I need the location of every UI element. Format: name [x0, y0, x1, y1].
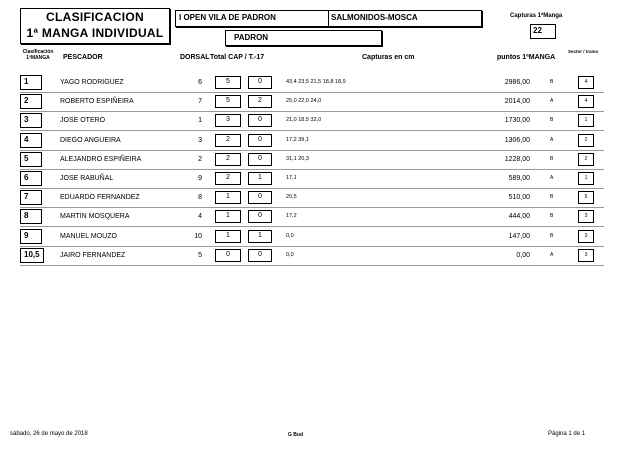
t17-box: [248, 191, 272, 204]
dorsal-number: 8: [198, 194, 202, 202]
tramo-value: 4: [584, 98, 588, 105]
event-place: PADRON: [234, 33, 269, 42]
total-cap-value: 2: [226, 135, 230, 143]
t17-box: [248, 230, 272, 243]
rank-value: 5: [24, 153, 29, 163]
rank-box: [20, 75, 42, 90]
total-cap-box: [215, 95, 241, 108]
t17-value: 0: [258, 135, 262, 143]
event-divider: [328, 11, 329, 26]
rank-box: [20, 209, 42, 224]
captures-list: 0,0: [286, 232, 294, 239]
total-cap-box: [215, 210, 241, 223]
table-row: [0, 228, 640, 247]
t17-box: [248, 76, 272, 89]
total-cap-value: 1: [226, 212, 230, 220]
captures-list: 17,2 39,1: [286, 136, 309, 143]
t17-box: [248, 210, 272, 223]
col-header-total-cap: Total CAP / T.-17: [210, 54, 265, 61]
angler-name: MARTIN MOSQUERA: [60, 213, 130, 221]
col-header-dorsal: DORSAL: [180, 54, 210, 61]
rank-value: 10,5: [24, 249, 40, 259]
rank-value: 6: [24, 173, 29, 182]
rank-value: 2: [24, 96, 29, 106]
dorsal-number: 4: [198, 213, 202, 221]
dorsal-number: 3: [198, 136, 202, 144]
sector-value: B: [550, 155, 554, 162]
report-title: CLASIFICACION: [46, 10, 144, 24]
total-cap-box: [215, 134, 241, 147]
col-header-captures: Capturas en cm: [362, 54, 415, 61]
footer-page-number: Página 1 de 1: [548, 431, 586, 437]
sector-value: A: [550, 175, 554, 181]
total-cap-value: 3: [226, 116, 230, 124]
points-value: 444,00: [508, 213, 530, 221]
tramo-box: [578, 95, 594, 108]
tramo-box: [578, 230, 594, 243]
sector-value: A: [550, 98, 554, 105]
t17-box: [248, 95, 272, 108]
total-cap-value: 1: [226, 193, 230, 201]
captures-list: 43,4 23,5 21,5 18,8 18,9: [286, 79, 346, 85]
tramo-box: [578, 114, 594, 127]
angler-name: ALEJANDRO ESPIÑEIRA: [60, 155, 142, 163]
table-row: [0, 208, 640, 227]
table-row: [0, 132, 640, 151]
sector-value: A: [550, 136, 554, 143]
dorsal-number: 10: [194, 232, 202, 240]
angler-name: YAGO RODRIGUEZ: [60, 79, 124, 86]
points-value: 147,00: [508, 232, 530, 240]
t17-value: 0: [258, 250, 262, 258]
table-row: [0, 189, 640, 208]
t17-value: 0: [258, 212, 262, 220]
tramo-box: [578, 191, 594, 204]
rank-box: [20, 171, 42, 186]
rank-box: [20, 248, 44, 263]
footer-date: sábado, 26 de mayo de 2018: [10, 431, 88, 437]
place-box: [225, 30, 382, 46]
table-row: [0, 74, 640, 93]
t17-box: [248, 172, 272, 185]
col-header-classification: Clasificación 1ªMANGA: [22, 49, 54, 61]
sector-value: B: [550, 117, 554, 124]
rank-box: [20, 94, 42, 109]
total-cap-box: [215, 172, 241, 185]
event-name: I OPEN VILA DE PADRON: [179, 13, 276, 22]
points-value: 2986,00: [504, 79, 530, 86]
t17-box: [248, 153, 272, 166]
tramo-value: 3: [584, 251, 588, 258]
captures-total-value: 22: [533, 26, 542, 35]
captures-list: 17,1: [286, 175, 297, 181]
dorsal-number: 1: [198, 117, 202, 125]
captures-list: 20,5: [286, 194, 297, 201]
tramo-box: [578, 76, 594, 89]
table-row: [0, 247, 640, 266]
angler-name: DIEGO ANGUEIRA: [60, 136, 121, 144]
angler-name: MANUEL MOUZO: [60, 232, 117, 240]
dorsal-number: 2: [198, 155, 202, 163]
col-header-points: puntos 1ªMANGA: [497, 54, 556, 61]
t17-value: 0: [258, 193, 262, 201]
captures-list: 0,0: [286, 251, 294, 258]
rank-value: 4: [24, 134, 29, 144]
table-row: [0, 170, 640, 189]
t17-box: [248, 114, 272, 127]
angler-name: JOSE OTERO: [60, 117, 106, 125]
total-cap-box: [215, 114, 241, 127]
sector-value: B: [550, 213, 554, 220]
tramo-value: 4: [584, 79, 588, 85]
points-value: 589,00: [508, 175, 530, 182]
t17-value: 0: [258, 154, 262, 162]
total-cap-box: [215, 230, 241, 243]
table-row: [0, 151, 640, 170]
tramo-value: 3: [584, 232, 588, 239]
rank-value: 1: [24, 77, 29, 86]
dorsal-number: 7: [198, 98, 202, 106]
total-cap-box: [215, 249, 241, 262]
rank-value: 8: [24, 211, 29, 221]
tramo-value: 1: [584, 175, 588, 181]
report-subtitle: 1ª MANGA INDIVIDUAL: [26, 26, 164, 40]
rank-box: [20, 133, 42, 148]
dorsal-number: 9: [198, 175, 202, 182]
t17-value: 2: [258, 97, 262, 105]
t17-value: 1: [258, 231, 262, 239]
rank-box: [20, 113, 42, 128]
tramo-value: 3: [584, 213, 588, 220]
sector-value: A: [550, 251, 554, 258]
sector-value: B: [550, 232, 554, 239]
t17-value: 1: [258, 174, 262, 181]
total-cap-value: 2: [226, 154, 230, 162]
report-title-box: [20, 8, 170, 44]
dorsal-number: 5: [198, 251, 202, 259]
footer-logo: G Bud: [288, 432, 303, 438]
total-cap-value: 5: [226, 78, 230, 85]
total-cap-value: 1: [226, 231, 230, 239]
tramo-value: 2: [584, 136, 588, 143]
tramo-box: [578, 249, 594, 262]
sector-value: B: [550, 194, 554, 201]
sector-value: B: [550, 79, 554, 85]
t17-value: 0: [258, 78, 262, 85]
points-value: 1228,00: [504, 155, 530, 163]
col-header-angler: PESCADOR: [63, 54, 103, 61]
event-box: [175, 10, 482, 27]
tramo-value: 2: [584, 155, 588, 162]
total-cap-value: 5: [226, 97, 230, 105]
rank-value: 7: [24, 192, 29, 202]
tramo-box: [578, 210, 594, 223]
total-cap-box: [215, 153, 241, 166]
tramo-value: 1: [584, 117, 588, 124]
rank-value: 9: [24, 230, 29, 240]
event-category: SALMONIDOS-MOSCA: [331, 13, 418, 22]
total-cap-box: [215, 76, 241, 89]
total-cap-box: [215, 191, 241, 204]
points-value: 2014,00: [504, 98, 530, 106]
points-value: 1730,00: [504, 117, 530, 125]
table-row: [0, 112, 640, 131]
angler-name: JAIRO FERNANDEZ: [60, 251, 126, 259]
captures-list: 25,0 22,0 24,0: [286, 98, 322, 105]
points-value: 0,00: [516, 251, 530, 259]
tramo-box: [578, 153, 594, 166]
angler-name: JOSE RABUÑAL: [60, 175, 114, 182]
captures-list: 31,1 20,3: [286, 155, 309, 162]
dorsal-number: 6: [198, 79, 202, 86]
tramo-value: 5: [584, 194, 588, 201]
t17-box: [248, 134, 272, 147]
table-row: [0, 93, 640, 112]
total-cap-value: 0: [226, 250, 230, 258]
rank-value: 3: [24, 115, 29, 125]
rank-box: [20, 190, 42, 205]
tramo-box: [578, 134, 594, 147]
rank-box: [20, 229, 42, 244]
rank-box: [20, 152, 42, 167]
t17-value: 0: [258, 116, 262, 124]
points-value: 510,00: [508, 194, 530, 202]
t17-box: [248, 249, 272, 262]
row-divider: [20, 265, 604, 266]
captures-total-label: Capturas 1ªManga: [510, 13, 563, 19]
captures-list: 21,0 18,5 32,0: [286, 117, 322, 124]
col-header-sector: Sector / tramo: [568, 49, 599, 54]
angler-name: ROBERTO ESPIÑEIRA: [60, 98, 134, 106]
captures-list: 17,2: [286, 213, 297, 220]
tramo-box: [578, 172, 594, 185]
total-cap-value: 2: [226, 174, 230, 181]
captures-total-box: [530, 24, 556, 39]
angler-name: EDUARDO FERNANDEZ: [60, 194, 140, 202]
points-value: 1306,00: [504, 136, 530, 144]
